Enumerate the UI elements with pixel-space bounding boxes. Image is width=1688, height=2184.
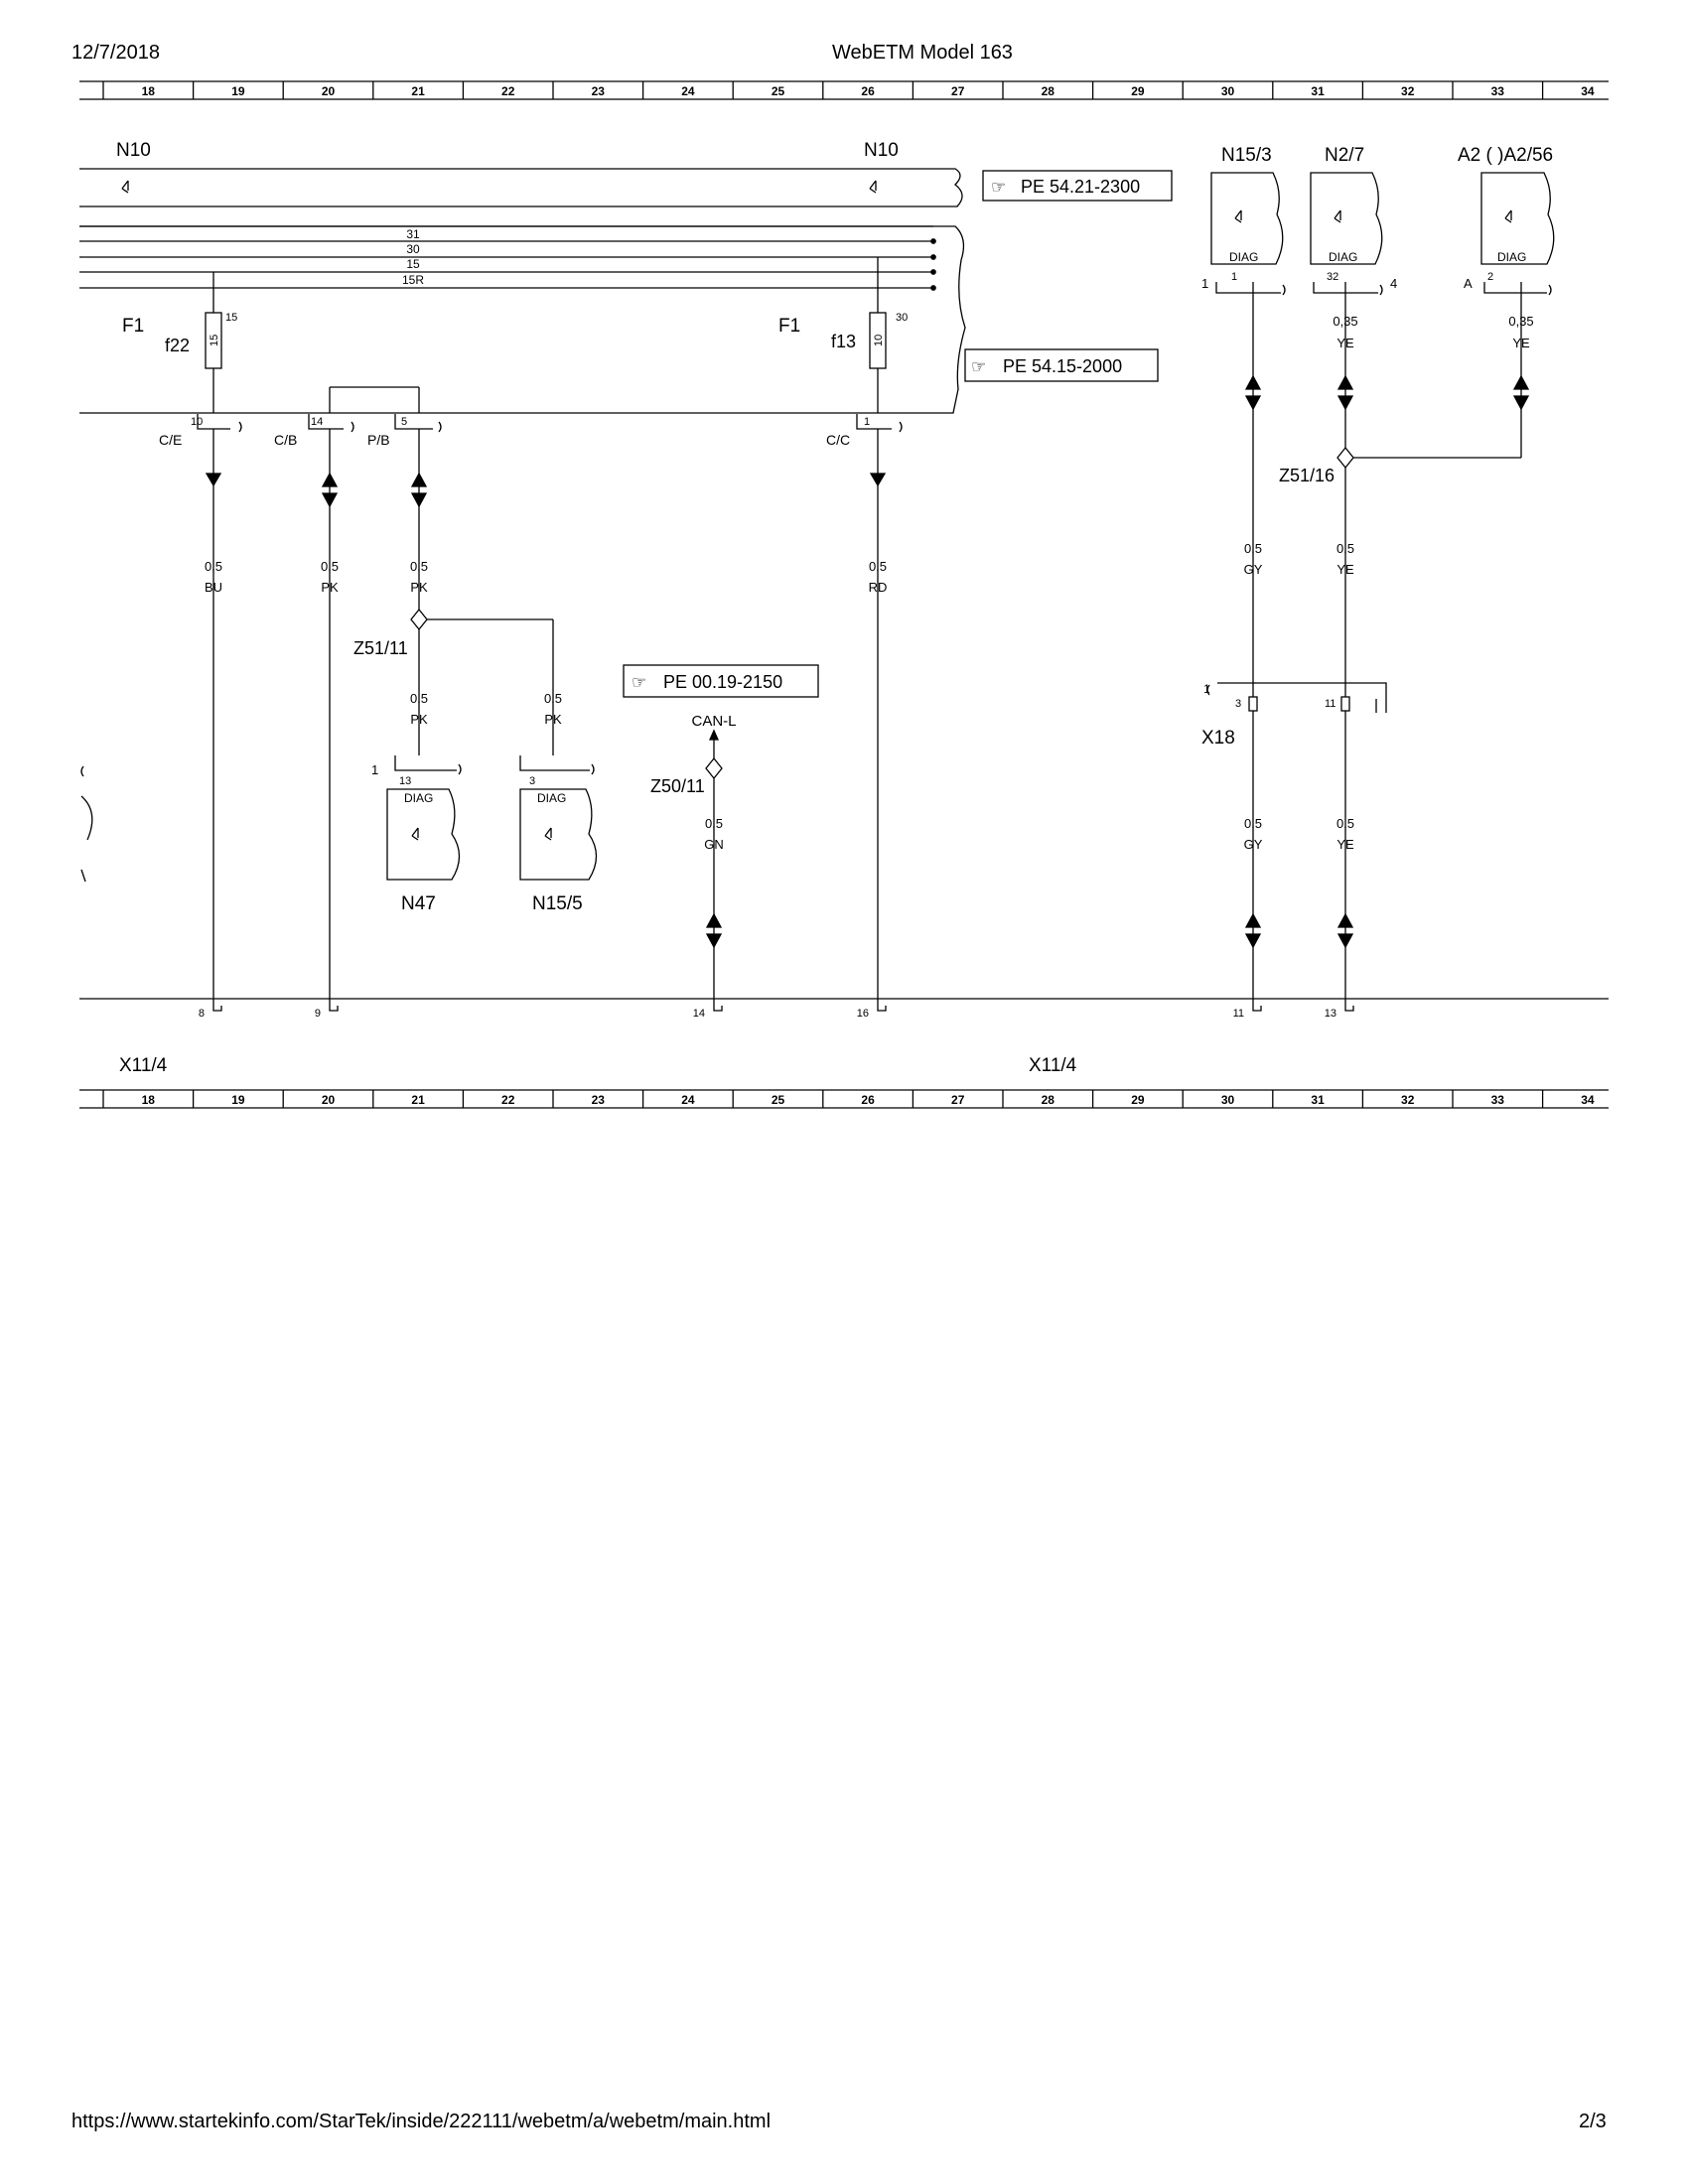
x11-4-label-right: X11/4 xyxy=(1029,1055,1077,1076)
pe-ref-label: PE 54.21-2300 xyxy=(1021,177,1141,197)
ruler-column-label: 34 xyxy=(1581,84,1595,98)
wire-color: GN xyxy=(704,837,724,852)
n2-7-label: N2/7 xyxy=(1325,145,1365,166)
ruler-column-label: 24 xyxy=(681,1093,695,1107)
ruler-column-label: 31 xyxy=(1311,1093,1325,1107)
bus-label-15: 15 xyxy=(406,257,420,271)
partial-module-edge xyxy=(81,766,92,882)
wire-color: GY xyxy=(1243,562,1263,577)
x18-connector xyxy=(1207,683,1386,713)
x11-pin: 13 xyxy=(1324,1008,1336,1020)
f13-label: f13 xyxy=(831,332,857,351)
splice-z51-11: Z51/11 xyxy=(353,638,408,658)
splice-z50-11: Z50/11 xyxy=(650,776,705,796)
ruler-column-label: 22 xyxy=(501,1093,515,1107)
pointing-hand-icon: ☞ xyxy=(632,673,647,692)
connector-pin: 11 xyxy=(1325,698,1336,710)
ruler-column-label: 29 xyxy=(1131,1093,1145,1107)
ruler-column-label: 28 xyxy=(1041,84,1055,98)
n47-module xyxy=(387,755,461,880)
wire-size: 0,35 xyxy=(1508,314,1534,329)
page-number: 2/3 xyxy=(1579,2111,1607,2132)
ruler-column-label: 23 xyxy=(591,84,605,98)
wire-size: 0,5 xyxy=(868,559,888,574)
a2-label: A2 ( )A2/56 xyxy=(1458,145,1554,166)
n2-7-module xyxy=(1311,173,1382,295)
ruler-column-label: 22 xyxy=(501,84,515,98)
ruler-column-label: 24 xyxy=(681,84,695,98)
diag-label: DIAG xyxy=(1497,250,1527,264)
n10-label-left: N10 xyxy=(116,140,151,161)
ruler-column-label: 32 xyxy=(1401,84,1415,98)
connector-cb: C/B xyxy=(274,432,298,448)
wire-color: PK xyxy=(544,712,562,727)
wire-ye xyxy=(1337,282,1521,999)
wire-size: 0,5 xyxy=(704,816,724,831)
module-pin: 1 xyxy=(371,762,379,777)
wire-size: 0,35 xyxy=(1333,314,1358,329)
ruler-column-label: 31 xyxy=(1311,84,1325,98)
wire-color: YE xyxy=(1512,336,1530,350)
n10-module-box xyxy=(79,169,962,206)
ruler-column-label: 21 xyxy=(411,84,425,98)
ruler-column-label: 28 xyxy=(1041,1093,1055,1107)
control-unit-icon xyxy=(122,181,128,193)
f1-connector-row xyxy=(198,387,902,432)
n15-3-label: N15/3 xyxy=(1221,145,1272,166)
pe-ref-54-15-2000[interactable] xyxy=(965,349,1158,381)
wire-color: YE xyxy=(1336,562,1354,577)
module-pin: 32 xyxy=(1327,271,1339,283)
pointing-hand-icon: ☞ xyxy=(971,357,987,376)
pe-ref-54-21-2300[interactable] xyxy=(983,171,1172,201)
control-unit-icon xyxy=(870,181,876,193)
bus-lines xyxy=(79,226,935,290)
wire-size: 0,5 xyxy=(543,691,563,706)
f1-label-left: F1 xyxy=(122,316,145,337)
wire-size: 0,5 xyxy=(409,559,429,574)
diag-label: DIAG xyxy=(537,791,567,805)
fuse-pin: 30 xyxy=(896,312,909,324)
n47-label: N47 xyxy=(401,893,436,914)
connector-pb: P/B xyxy=(367,432,390,448)
can-l-label: CAN-L xyxy=(691,713,737,730)
wire-color: PK xyxy=(410,712,428,727)
connector-pin: 1 xyxy=(1203,682,1210,696)
module-pin: 4 xyxy=(1390,276,1398,291)
wire-rd xyxy=(868,429,888,999)
module-pin: A xyxy=(1464,276,1473,291)
connector-pin: 14 xyxy=(311,416,324,428)
wire-color: GY xyxy=(1243,837,1263,852)
wire-gy xyxy=(1243,282,1263,999)
connector-pin: 10 xyxy=(191,416,204,428)
wire-color: BU xyxy=(204,580,223,595)
wire-gn-can xyxy=(706,731,722,999)
bus-label-30: 30 xyxy=(406,242,420,256)
wire-pk-cb xyxy=(320,429,340,999)
wire-color: RD xyxy=(868,580,888,595)
f1-label-right: F1 xyxy=(778,316,801,337)
module-pin: 13 xyxy=(399,775,412,787)
diag-label: DIAG xyxy=(1329,250,1358,264)
ruler-column-label: 18 xyxy=(141,1093,155,1107)
ruler-column-label: 33 xyxy=(1490,84,1504,98)
bottom-column-ruler xyxy=(79,1090,1609,1108)
ruler-column-label: 25 xyxy=(771,84,785,98)
document-title: WebETM Model 163 xyxy=(832,42,1013,64)
diag-label: DIAG xyxy=(404,791,434,805)
diag-label: DIAG xyxy=(1229,250,1259,264)
module-pin: 2 xyxy=(1487,271,1494,283)
n15-5-module xyxy=(520,755,597,880)
ruler-column-label: 34 xyxy=(1581,1093,1595,1107)
pe-ref-label: PE 54.15-2000 xyxy=(1003,356,1123,376)
wire-color: YE xyxy=(1336,837,1354,852)
ruler-column-label: 19 xyxy=(231,1093,245,1107)
wire-size: 0,5 xyxy=(320,559,340,574)
connector-pin: 1 xyxy=(864,416,871,428)
ruler-column-label: 20 xyxy=(321,84,336,98)
ruler-column-label: 30 xyxy=(1220,84,1235,98)
x11-pin: 8 xyxy=(198,1008,205,1020)
ruler-column-label: 32 xyxy=(1401,1093,1415,1107)
fuse-rating: 10 xyxy=(873,334,885,346)
ruler-column-label: 26 xyxy=(861,1093,875,1107)
wire-size: 0,5 xyxy=(1336,541,1355,556)
pe-ref-label: PE 00.19-2150 xyxy=(663,672,783,692)
bus-label-15r: 15R xyxy=(401,273,425,287)
f22-label: f22 xyxy=(165,336,191,355)
ruler-column-label: 25 xyxy=(771,1093,785,1107)
wire-size: 0,5 xyxy=(1243,816,1263,831)
print-date: 12/7/2018 xyxy=(71,42,160,64)
wire-bu xyxy=(204,429,223,999)
wire-size: 0,5 xyxy=(1243,541,1263,556)
x11-pin: 9 xyxy=(314,1008,321,1020)
x11-4-label-left: X11/4 xyxy=(119,1055,168,1076)
pe-ref-00-19-2150[interactable] xyxy=(624,665,818,697)
fuse-rating: 15 xyxy=(209,334,220,346)
x11-pin: 16 xyxy=(856,1008,869,1020)
wire-size: 0,5 xyxy=(409,691,429,706)
module-pin: 1 xyxy=(1201,276,1209,291)
ruler-column-label: 27 xyxy=(951,1093,965,1107)
x11-4-pins xyxy=(213,999,1353,1011)
ruler-column-label: 21 xyxy=(411,1093,425,1107)
ruler-column-label: 18 xyxy=(141,84,155,98)
ruler-column-label: 19 xyxy=(231,84,245,98)
n15-3-module xyxy=(1211,173,1285,295)
top-column-ruler xyxy=(79,81,1609,99)
fuse-pin: 15 xyxy=(225,312,238,324)
wire-size: 0,5 xyxy=(1336,816,1355,831)
connector-ce: C/E xyxy=(159,432,183,448)
connector-pin: 5 xyxy=(401,416,408,428)
module-pin: 3 xyxy=(529,775,536,787)
ruler-column-label: 23 xyxy=(591,1093,605,1107)
x11-pin: 11 xyxy=(1232,1008,1244,1020)
x18-label: X18 xyxy=(1201,728,1235,749)
n15-5-label: N15/5 xyxy=(532,893,583,914)
module-pin: 1 xyxy=(1231,271,1238,283)
ruler-column-label: 20 xyxy=(321,1093,336,1107)
wire-size: 0,5 xyxy=(204,559,223,574)
wire-pk-pb xyxy=(411,429,553,755)
x11-pin: 14 xyxy=(692,1008,705,1020)
ruler-column-label: 30 xyxy=(1220,1093,1235,1107)
ruler-column-label: 33 xyxy=(1490,1093,1504,1107)
ruler-column-label: 26 xyxy=(861,84,875,98)
connector-cc: C/C xyxy=(826,432,851,448)
ruler-column-label: 29 xyxy=(1131,84,1145,98)
splice-z51-16: Z51/16 xyxy=(1279,466,1336,485)
wire-color: YE xyxy=(1336,336,1354,350)
footer-url[interactable]: https://www.startekinfo.com/StarTek/inside/222111/webetm/a/webetm/main.html xyxy=(71,2111,772,2132)
ruler-column-label: 27 xyxy=(951,84,965,98)
pointing-hand-icon: ☞ xyxy=(991,178,1007,197)
bus-label-31: 31 xyxy=(406,227,420,241)
n10-label-right: N10 xyxy=(864,140,899,161)
connector-pin: 3 xyxy=(1235,698,1242,710)
wire-color: PK xyxy=(410,580,428,595)
wire-color: PK xyxy=(321,580,339,595)
wire-ye-a2 xyxy=(1514,282,1528,458)
